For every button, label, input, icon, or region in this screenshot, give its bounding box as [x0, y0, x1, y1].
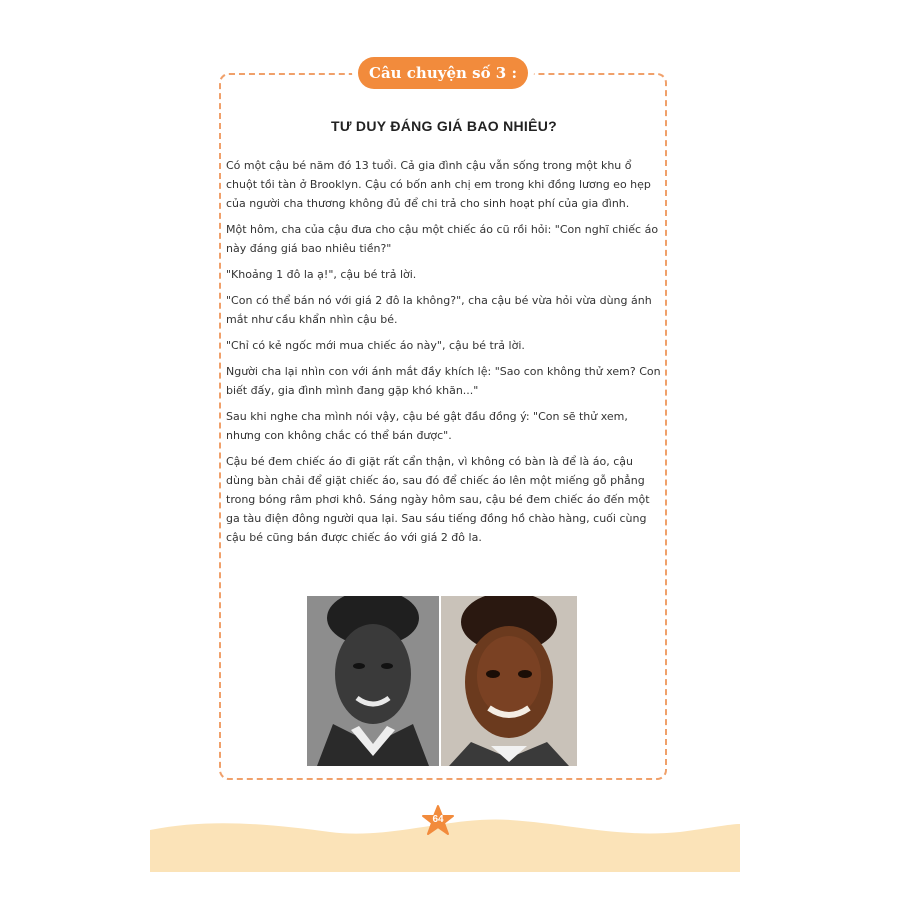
- bw-portrait-photo: [307, 596, 439, 766]
- paragraph: "Khoảng 1 đô la ạ!", cậu bé trả lời.: [226, 268, 417, 281]
- color-portrait-photo: [441, 596, 577, 766]
- story-text: [226, 156, 662, 554]
- story-label-badge: Câu chuyện số 3 :: [358, 57, 528, 89]
- page-title: TƯ DUY ĐÁNG GIÁ BAO NHIÊU?: [330, 118, 558, 134]
- paragraph: "Con có thể bán nó với giá 2 đô la không?", cha cậu bé vừa hỏi vừa dùng ánh mắt như cầu khẩn nhìn cậu bé.: [226, 294, 652, 326]
- paragraph: "Chỉ có kẻ ngốc mới mua chiếc áo này", cậu bé trả lời.: [226, 339, 525, 352]
- paragraph: Có một cậu bé năm đó 13 tuổi. Cả gia đình cậu vẫn sống trong một khu ổ chuột tồi tàn ở Brooklyn. Cậu có bốn anh chị em trong khi đồng lương eo hẹp của người cha thương không đủ để chi trả cho sinh hoạt phí của gia đình.: [226, 159, 651, 210]
- paragraph: Sau khi nghe cha mình nói vậy, cậu bé gật đầu đồng ý: "Con sẽ thử xem, nhưng con không chắc có thể bán được".: [226, 410, 628, 442]
- portrait-photos: [307, 596, 577, 766]
- paragraph: Một hôm, cha của cậu đưa cho cậu một chiếc áo cũ rồi hỏi: "Con nghĩ chiếc áo này đáng giá bao nhiêu tiền?": [226, 223, 659, 255]
- paragraph: Cậu bé đem chiếc áo đi giặt rất cẩn thận, vì không có bàn là để là áo, cậu dùng bàn chải để giặt chiếc áo, sau đó để chiếc áo lên một miếng gỗ phẳng trong bóng râm phơi khô. Sáng ngày hôm sau, cậu bé đem chiếc áo đến một ga tàu điện đông người qua lại. Sau sáu tiếng đồng hồ chào hàng, cuối cùng cậu bé cũng bán được chiếc áo với giá 2 đô la.: [226, 455, 650, 544]
- paragraph: Người cha lại nhìn con với ánh mắt đầy khích lệ: "Sao con không thử xem? Con biết đấy, gia đình mình đang gặp khó khăn...": [226, 365, 661, 397]
- page-number: 64: [432, 814, 444, 825]
